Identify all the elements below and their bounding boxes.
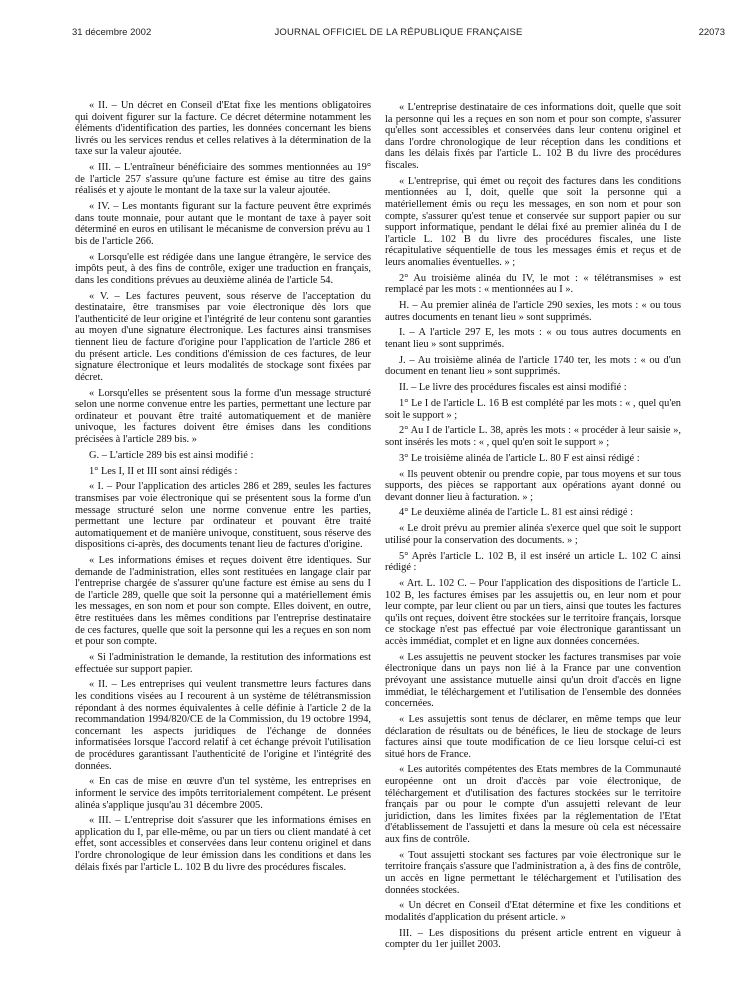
paragraph: 4° Le deuxième alinéa de l'article L. 81 est ainsi rédigé :: [399, 507, 633, 519]
paragraph: « L'entreprise, qui émet ou reçoit des factures dans les conditions mentionnées au I, doit, quelle que soit la personne qui a matériellement émis ou reçu les messages, en son nom et pour son compte, s'assurer qu'est tenue et conservée sur support papier ou sur support informatique, pendant le délai fixé au premier alinéa du I de l'article L. 102 B du livre des procédures fiscales, une liste récapitulative séquentielle de tous les messages émis et reçus et de leurs anomalies éventuelles. » ;: [385, 175, 681, 268]
paragraph: 5° Après l'article L. 102 B, il est inséré un article L. 102 C ainsi rédigé :: [385, 550, 681, 574]
paragraph: « Si l'administration le demande, la restitution des informations est effectuée sur support papier.: [75, 652, 371, 675]
paragraph: III. – Les dispositions du présent article entrent en vigueur à compter du 1er juillet 2003.: [385, 927, 681, 951]
paragraph: J. – Au troisième alinéa de l'article 1740 ter, les mots : « ou d'un document en tenant lieu » sont supprimés.: [385, 354, 681, 378]
paragraph: « Art. L. 102 C. – Pour l'application des dispositions de l'article L. 102 B, les factures émises par les assujettis ou, en leur nom et pour leur compte, par leur client ou par un tiers, ainsi que toutes les factures qu'ils ont reçues, doivent être stockées sur le territoire français, lorsque ce stockage n'est pas effectué par voie électronique garantissant un accès immédiat, complet et en ligne aux données concernées.: [385, 578, 681, 647]
paragraph: « III. – L'entreprise doit s'assurer que les informations émises en application du I, par elle-même, ou par un tiers ou client mandaté à cet effet, sont accessibles et conservées dans leur contenu originel et dans l'ordre chronologique de leur émission dans les conditions et dans les délais fixés par l'article L. 102 B du livre des procédures fiscales.: [75, 815, 371, 873]
left-column: [75, 100, 371, 877]
paragraph: « Les informations émises et reçues doivent être identiques. Sur demande de l'administration, elles sont restituées en langage clair par l'entreprise chargée de s'assurer qu'une facture est émise au sens du I de l'article 289, quelle que soit la personne qui a matériellement émis les messages, en son nom et pour son compte. Elles doivent, en outre, être restituées dans les mêmes conditions par l'entreprise destinataire de ces factures, quelle que soit la personne qui les a reçues en son nom et pour son compte.: [75, 555, 371, 648]
paragraph: « Les autorités compétentes des Etats membres de la Communauté européenne ont un droit d'accès par voie électronique, de téléchargement et d'utilisation des factures stockées sur le territoire français par ou pour le compte d'un assujetti relevant de leur juridiction, dans les limites fixées par la réglementation de l'Etat d'établissement de l'assujetti et dans la mesure où cela est nécessaire aux fins de contrôle.: [385, 764, 681, 846]
paragraph: « L'entreprise destinataire de ces informations doit, quelle que soit la personne qui les a reçues en son nom et pour son compte, s'assurer qu'elles sont accessibles et conservées dans leur contenu originel et dans l'ordre chronologique de leur réception dans les conditions et dans les délais fixés par l'article L. 102 B du livre des procédures fiscales.: [385, 102, 681, 171]
paragraph: « II. – Un décret en Conseil d'Etat fixe les mentions obligatoires qui doivent figurer sur la facture. Ce décret détermine notamment les éléments d'identification des parties, les données concernant les biens livrés ou les services rendus et celles relatives à la détermination de la taxe sur la valeur ajoutée.: [75, 100, 371, 158]
paragraph: 2° Au troisième alinéa du IV, le mot : « télétransmises » est remplacé par les mots : « mentionnées au I ».: [385, 272, 681, 296]
paragraph: « Ils peuvent obtenir ou prendre copie, par tous moyens et sur tous supports, des pièces se rapportant aux opérations ayant donné ou devant donner lieu à facturation. » ;: [385, 468, 681, 503]
paragraph: H. – Au premier alinéa de l'article 290 sexies, les mots : « ou tous autres documents en tenant lieu » sont supprimés.: [385, 300, 681, 323]
paragraph: « En cas de mise en œuvre d'un tel système, les entreprises en informent le service des impôts territorialement compétent. Le présent alinéa s'applique jusqu'au 31 décembre 2005.: [75, 776, 371, 811]
paragraph: II. – Le livre des procédures fiscales est ainsi modifié :: [399, 382, 627, 394]
paragraph: G. – L'article 289 bis est ainsi modifié :: [89, 449, 254, 461]
paragraph: « V. – Les factures peuvent, sous réserve de l'acceptation du destinataire, être transmises par voie électronique dès lors que l'authenticité de leur origine et l'intégrité de leur contenu sont garanties au moyen d'une signature électronique. Les factures ainsi transmises tiennent lieu de facture d'origine pour l'application de l'article 286 et du présent article. Les conditions d'émission de ces factures, de leur signature électronique et leurs modalités de stockage sont fixées par décret.: [75, 290, 371, 383]
paragraph: « Le droit prévu au premier alinéa s'exerce quel que soit le support utilisé pour la conservation des documents. » ;: [385, 523, 681, 546]
paragraph: « II. – Les entreprises qui veulent transmettre leurs factures dans les conditions visées au I recourent à un système de télétransmission répondant à des normes équivalentes à celle définie à l'article 2 de la recommandation 1994/820/CE de la Commission, du 19 octobre 1994, concernant les aspects juridiques de l'échange de données informatisées lorsque l'accord relatif à cet échange prévoit l'utilisation de procédures garantissant l'authenticité de l'origine et l'intégrité des données.: [75, 679, 371, 772]
paragraph: 3° Le troisième alinéa de l'article L. 80 F est ainsi rédigé :: [399, 452, 640, 464]
header-date: 31 décembre 2002: [72, 27, 152, 38]
paragraph: « Tout assujetti stockant ses factures par voie électronique sur le territoire français s'assure que l'administration a, à des fins de contrôle, un accès en ligne permettant le téléchargement et l'utilisation des données stockées.: [385, 849, 681, 896]
paragraph: « III. – L'entraîneur bénéficiaire des sommes mentionnées au 19° de l'article 257 s'assure qu'une facture est émise au titre des gains réalisés et y ajoute le montant de la taxe sur la valeur ajoutée.: [75, 162, 371, 197]
paragraph: « IV. – Les montants figurant sur la facture peuvent être exprimés dans toute monnaie, pour autant que le montant de taxe à payer soit déterminé en euros en utilisant le mécanisme de conversion prévu au 1 bis de l'article 266.: [75, 201, 371, 247]
paragraph: « Lorsqu'elles se présentent sous la forme d'un message structuré selon une norme convenue entre les parties, permettant une lecture par ordinateur et pouvant être traité automatiquement et de manière univoque, les factures doivent être émises dans les conditions précisées à l'article 289 bis. »: [75, 387, 371, 445]
paragraph: 1° Le I de l'article L. 16 B est complété par les mots : « , quel qu'en soit le support » ;: [385, 397, 681, 421]
header-page-number: 22073: [698, 27, 725, 38]
paragraph: I. – A l'article 297 E, les mots : « ou tous autres documents en tenant lieu » sont supprimés.: [385, 327, 681, 351]
header-journal-title: JOURNAL OFFICIEL DE LA RÉPUBLIQUE FRANÇAISE: [274, 27, 523, 38]
paragraph: « Lorsqu'elle est rédigée dans une langue étrangère, le service des impôts peut, à des fins de contrôle, exiger une traduction en français, dans les conditions prévues au deuxième alinéa de l'article 54.: [75, 251, 371, 286]
right-column: [385, 102, 681, 955]
paragraph: 1° Les I, II et III sont ainsi rédigés :: [89, 465, 238, 477]
paragraph: « Les assujettis sont tenus de déclarer, en même temps que leur déclaration de résultats ou de bénéfices, le lieu de stockage de leurs factures ainsi que toute modification de ce lieu lorsque celui-ci est situé hors de France.: [385, 713, 681, 760]
paragraph: « I. – Pour l'application des articles 286 et 289, seules les factures transmises par voie électronique qui se présentent sous la forme d'un message structuré selon une norme convenue entre les parties, permettant une lecture par ordinateur et pouvant être traité automatiquement et de manière univoque, constituent, sous réserve des dispositions ci-après, des documents tenant lieu de factures d'origine.: [75, 481, 371, 551]
paragraph: « Un décret en Conseil d'Etat détermine et fixe les conditions et modalités d'application du présent article. »: [385, 900, 681, 923]
page-header: [72, 27, 725, 41]
paragraph: « Les assujettis ne peuvent stocker les factures transmises par voie électronique dans un pays non lié à la France par une convention prévoyant une assistance mutuelle ainsi qu'un droit d'accès en ligne immédiat, le téléchargement et l'utilisation de l'ensemble des données concernées.: [385, 651, 681, 710]
paragraph: 2° Au I de l'article L. 38, après les mots : « procéder à leur saisie », sont insérés les mots : « , quel qu'en soit le support » ;: [385, 425, 681, 448]
